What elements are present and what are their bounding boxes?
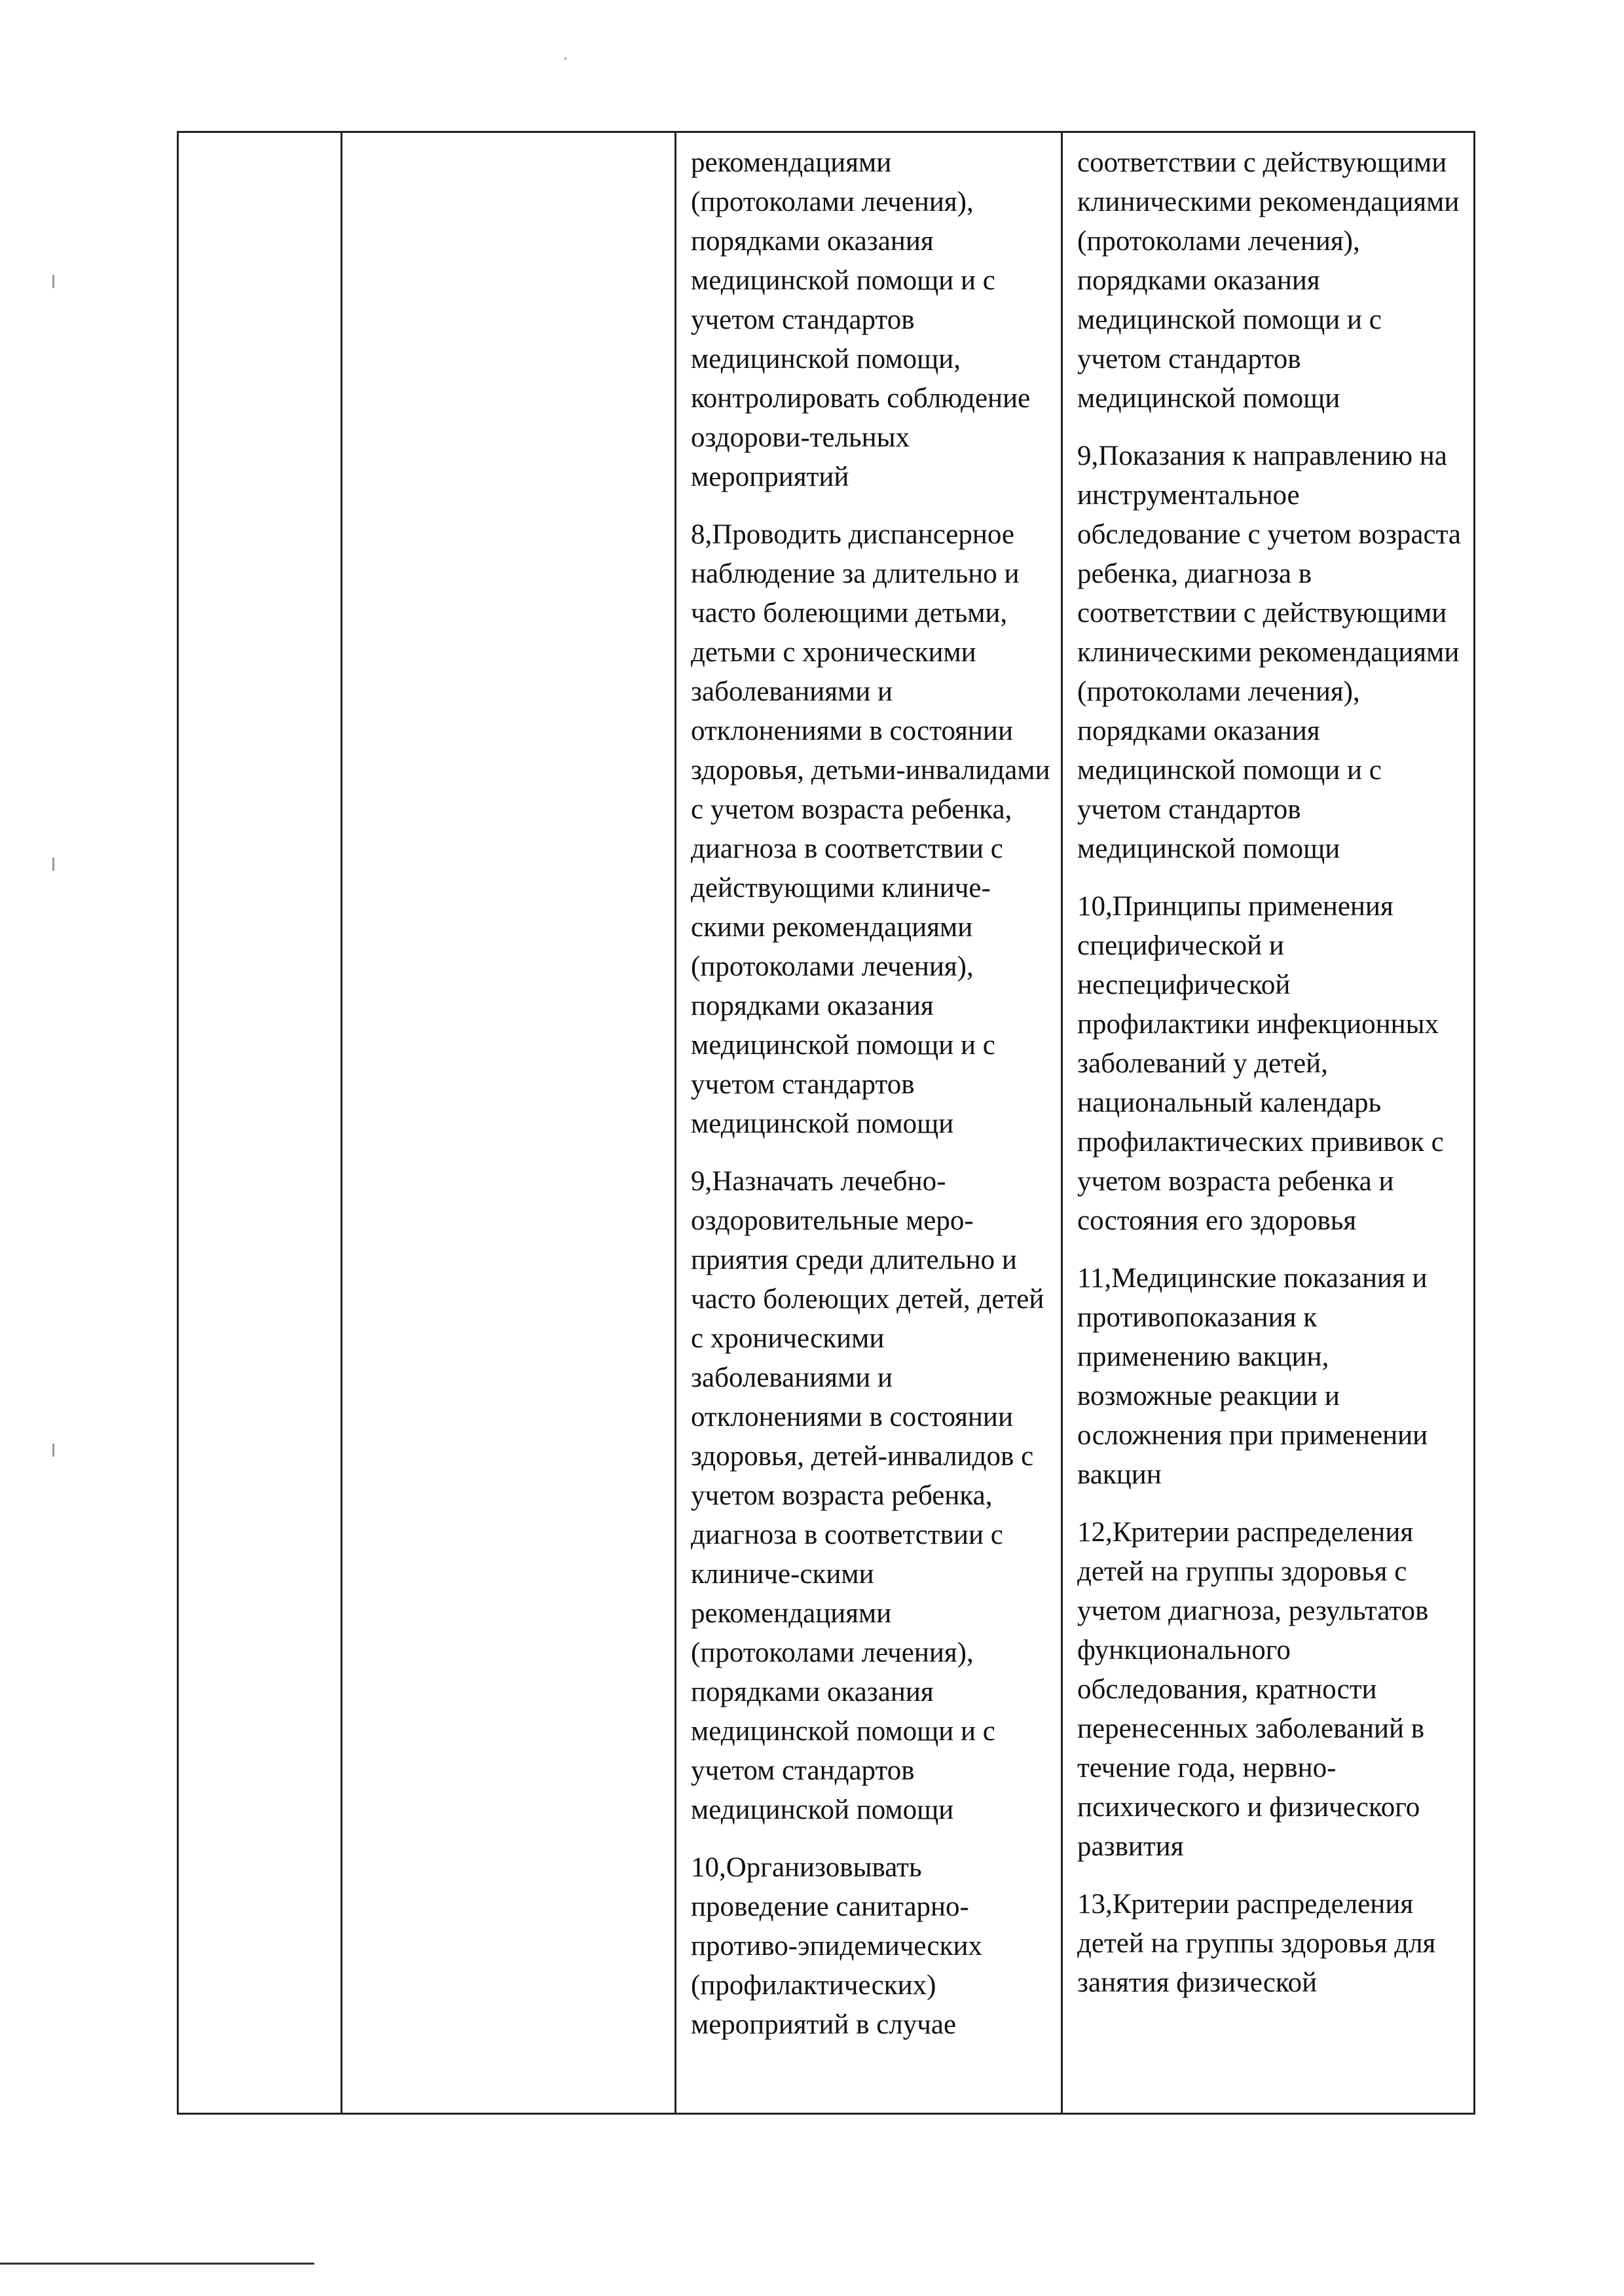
footer-rule bbox=[0, 2263, 314, 2265]
knowledge-item: 11,Медицинские показания и противопоказания к применению вакцин, возможные реакции и осложнения при применении вакцин bbox=[1077, 1263, 1428, 1490]
skills-item: 10,Организовывать проведение санитарно-противо-эпидемических (профилактических) мероприятий в случае bbox=[691, 1852, 983, 2040]
knowledge-item: 13,Критерии распределения детей на группы здоровья для занятия физической bbox=[1077, 1889, 1436, 1998]
skills-item: рекомендациями (протоколами лечения), порядками оказания медицинской помощи и с учетом стандартов медицинской помощи, контролировать соблюдение оздорови-тельных мероприятий bbox=[691, 147, 1031, 492]
table-row bbox=[178, 132, 1475, 2114]
skills-item: 8,Проводить диспансерное наблюдение за длительно и часто болеющими детьми, детьми с хроническими заболеваниями и отклонениями в состоянии здоровья, детьми-инвалидами с учетом возраста ребенка, диагноза в соответствии с действующими клиниче-скими рекомендациями (протоколами лечения), порядками оказания медицинской помощи и с учетом стандартов медицинской помощи bbox=[691, 519, 1050, 1139]
knowledge-item: 9,Показания к направлению на инструментальное обследование с учетом возраста ребенка, диагноза в соответствии с действующими клиническими рекомендациями (протоколами лечения), порядками оказания медицинской помощи и с учетом стандартов медицинской помощи bbox=[1077, 441, 1461, 864]
scan-mark bbox=[52, 1444, 54, 1457]
scan-mark bbox=[52, 275, 54, 288]
table-cell-skills bbox=[676, 132, 1062, 2114]
table-cell-empty-1 bbox=[178, 132, 342, 2114]
table-cell-empty-2 bbox=[342, 132, 676, 2114]
table-cell-knowledge bbox=[1062, 132, 1475, 2114]
knowledge-item: 12,Критерии распределения детей на группы здоровья с учетом диагноза, результатов функционального обследования, кратности перенесенных заболеваний в течение года, нервно-психического и физического развития bbox=[1077, 1517, 1429, 1862]
scan-mark bbox=[52, 858, 54, 871]
scan-mark bbox=[564, 58, 566, 60]
knowledge-item: соответствии с действующими клиническими рекомендациями (протоколами лечения), порядками оказания медицинской помощи и с учетом стандартов медицинской помощи bbox=[1077, 147, 1460, 414]
knowledge-item: 10,Принципы применения специфической и неспецифической профилактики инфекционных заболеваний у детей, национальный календарь профилактических прививок с учетом возраста ребенка и состояния его здоровья bbox=[1077, 891, 1444, 1236]
skills-item: 9,Назначать лечебно-оздоровительные меро-приятия среди длительно и часто болеющих детей, детей с хроническими заболеваниями и отклонениями в состоянии здоровья, детей-инвалидов с учетом возраста ребенка, диагноза в соответствии с клиниче-скими рекомендациями (протоколами лечения), порядками оказания медицинской помощи и с учетом стандартов медицинской помощи bbox=[691, 1166, 1044, 1825]
competency-table bbox=[177, 131, 1475, 2115]
